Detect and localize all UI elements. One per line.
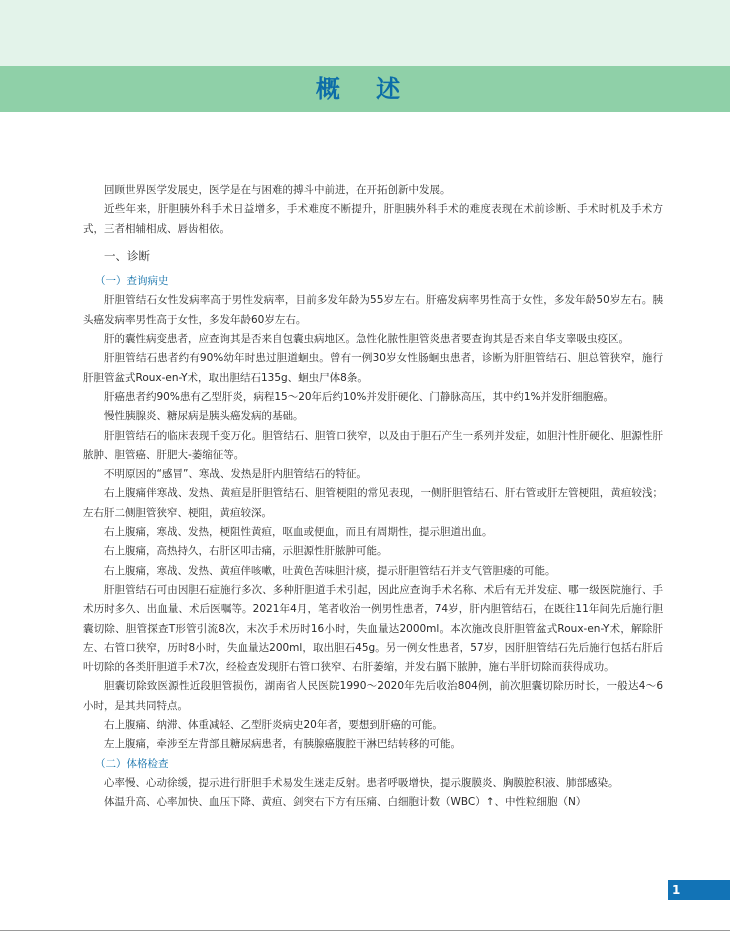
body-paragraph: 慢性胰腺炎、糖尿病是胰头癌发病的基础。 bbox=[104, 410, 304, 423]
intro-paragraph: 近些年来，肝胆胰外科手术日益增多，手术难度不断提升，肝胆胰外科手术的难度表现在术前诊断、手术时机及手术方式，三者相辅相成、唇齿相依。 bbox=[83, 203, 663, 235]
body-paragraph: 右上腹痛，寒战、发热、黄疸伴咳嗽，吐黄色苦味胆汁痰，提示肝胆管结石并支气管胆瘘的可能。 bbox=[104, 564, 556, 577]
exam-paragraphs bbox=[83, 774, 663, 813]
body-paragraph: 心率慢、心动徐缓，提示进行肝胆手术易发生迷走反射。患者呼吸增快，提示腹膜炎、胸膜腔积液、肺部感染。 bbox=[104, 776, 619, 789]
body-paragraph: 不明原因的“感冒”、寒战、发热是肝内胆管结石的特征。 bbox=[104, 468, 367, 481]
body-paragraph: 肝胆管结石的临床表现千变万化。胆管结石、胆管口狭窄，以及由于胆石产生一系列并发症，如胆汁性肝硬化、胆源性肝脓肿、胆管癌、肝肥大-萎缩征等。 bbox=[83, 429, 663, 461]
subsection-heading-history: （一）查询病史 bbox=[95, 275, 169, 288]
body-paragraph: 左上腹痛，牵涉至左背部且糖尿病患者，有胰腺癌腹腔干淋巴结转移的可能。 bbox=[104, 738, 461, 751]
body-paragraph: 右上腹痛，高热持久，右肝区叩击痛，示胆源性肝脓肿可能。 bbox=[104, 545, 388, 558]
intro-paragraph: 回顾世界医学发展史，医学是在与困难的搏斗中前进，在开拓创新中发展。 bbox=[104, 184, 451, 196]
body-paragraph: 肝胆管结石可由因胆石症施行多次、多种肝胆道手术引起，因此应查询手术名称、术后有无并发症、哪一级医院施行、手术历时多久、出血量、术后医嘱等。2021年4月，笔者收治一例男性患者，74岁，肝内胆管结石，在既往11年间先后施行胆囊切除、胆管探查T形管引流8次，末次手术历时16小时，失血量达2000ml。本次施改良肝胆管盆式Roux-en-Y术，解除肝左、右管口狭窄，历时8小时，失血量达200ml，取出胆石45g。另一例女性患者，57岁，因肝胆管结石先后施行包括右肝后叶切除的各类肝胆道手术7次，经检查发现肝右管口狭窄、右肝萎缩，并发右膈下脓肿，施右半肝切除而获得成功。 bbox=[83, 583, 663, 674]
history-paragraphs bbox=[83, 291, 663, 754]
body-paragraph: 肝癌患者约90%患有乙型肝炎，病程15～20年后约10%并发肝硬化、门静脉高压，其中约1%并发肝细胞癌。 bbox=[104, 390, 615, 403]
body-paragraph: 右上腹痛、纳滞、体重减轻、乙型肝炎病史20年者，要想到肝癌的可能。 bbox=[104, 719, 443, 732]
subsection-heading-exam: （二）体格检查 bbox=[95, 757, 169, 770]
main-content bbox=[83, 181, 663, 813]
body-paragraph: 体温升高、心率加快、血压下降、黄疸、剑突右下方有压痛、白细胞计数（WBC）↑、中性粒细胞（N） bbox=[104, 796, 587, 809]
body-paragraph: 肝胆管结石患者约有90%幼年时患过胆道蛔虫。曾有一例30岁女性肠蛔虫患者，诊断为肝胆管结石、胆总管狭窄，施行肝胆管盆式Roux-en-Y术，取出胆结石135g、蛔虫尸体8条。 bbox=[83, 352, 663, 384]
body-paragraph: 肝胆管结石女性发病率高于男性发病率，目前多发年龄为55岁左右。肝癌发病率男性高于女性，多发年龄50岁左右。胰头癌发病率男性高于女性，多发年龄60岁左右。 bbox=[83, 294, 663, 326]
section-heading-diagnosis: 一、诊断 bbox=[104, 248, 150, 263]
page-title: 概 述 bbox=[315, 75, 415, 103]
top-header-band bbox=[0, 0, 730, 66]
body-paragraph: 胆囊切除致医源性近段胆管损伤，湖南省人民医院1990～2020年先后收治804例，前次胆囊切除历时长，一般达4～6小时，是其共同特点。 bbox=[83, 680, 663, 712]
body-paragraph: 肝的囊性病变患者，应查询其是否来自包囊虫病地区。急性化脓性胆管炎患者要查询其是否来自华支睾吸虫疫区。 bbox=[104, 333, 629, 346]
page-number: 1 bbox=[668, 880, 730, 900]
body-paragraph: 右上腹痛，寒战、发热，梗阻性黄疸，呕血或便血，而且有周期性，提示胆道出血。 bbox=[104, 526, 493, 539]
bottom-rule bbox=[0, 930, 730, 931]
body-paragraph: 右上腹痛伴寒战、发热、黄疸是肝胆管结石、胆管梗阻的常见表现，一侧肝胆管结石、肝右管或肝左管梗阻，黄疸较浅；左右肝二侧胆管狭窄、梗阻，黄疸较深。 bbox=[83, 487, 663, 519]
